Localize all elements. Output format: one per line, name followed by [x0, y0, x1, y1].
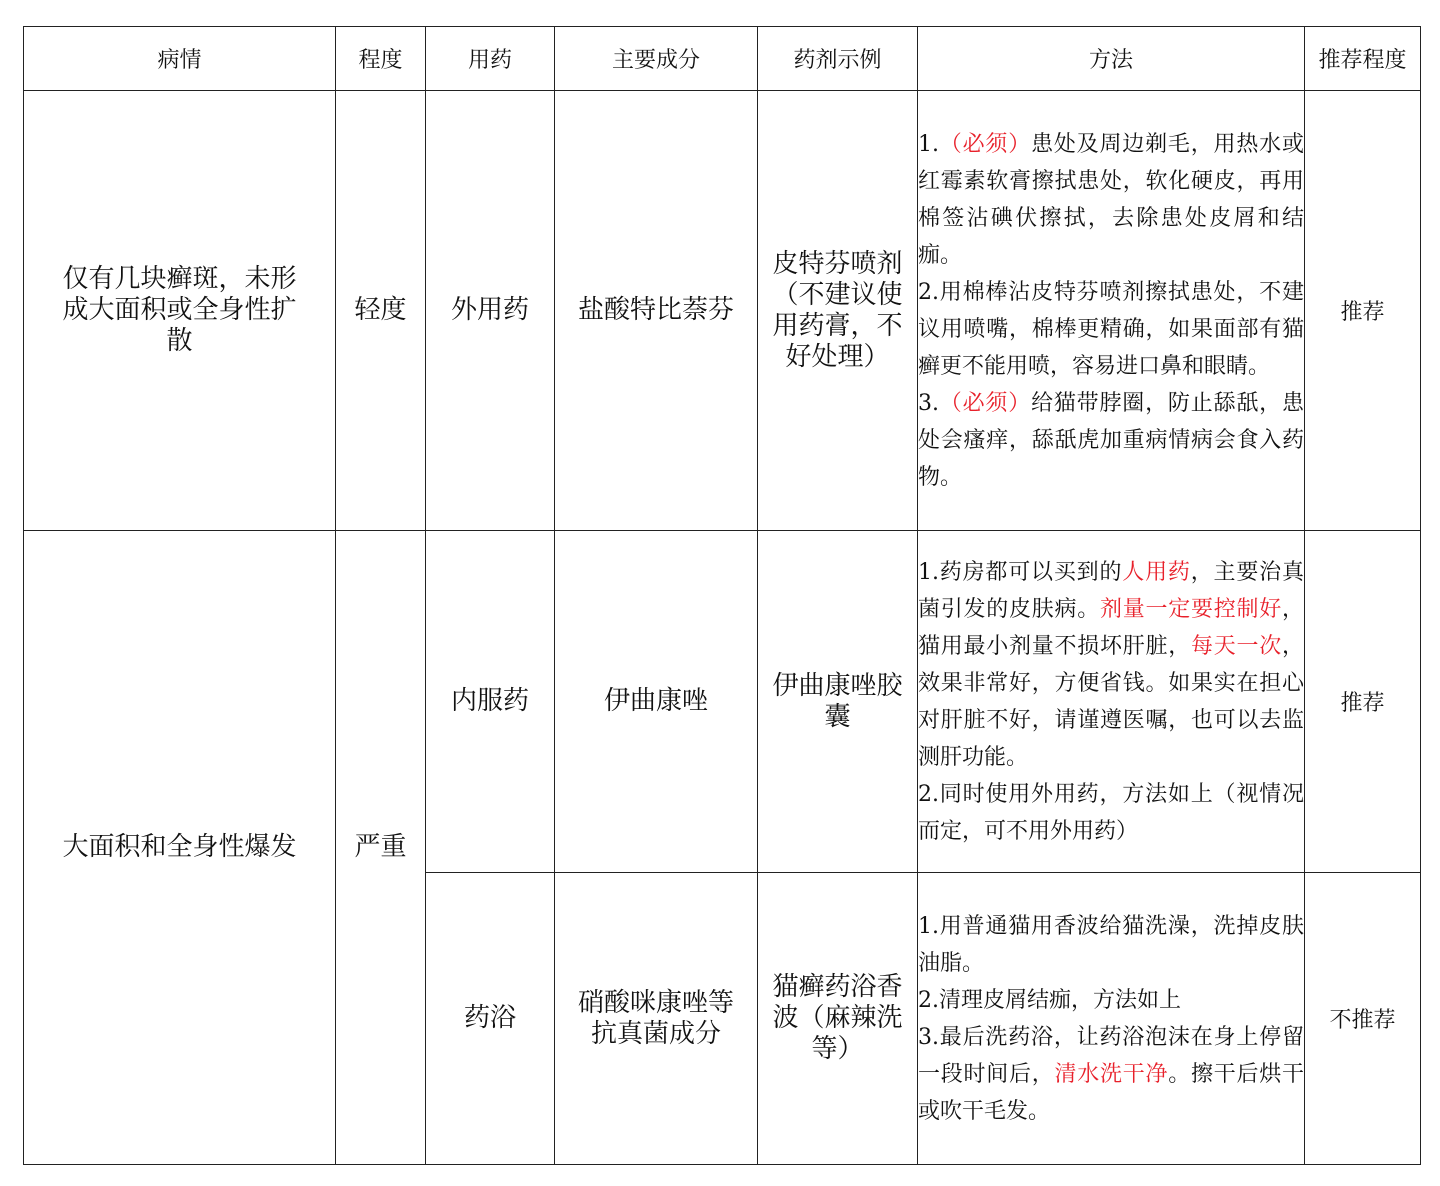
condition-cell: 大面积和全身性爆发 [24, 531, 336, 1165]
method-step: 3.最后洗药浴，让药浴泡沫在身上停留一段时间后，清水洗干净。擦干后烘干或吹干毛发。 [918, 1024, 1304, 1124]
header-condition: 病情 [24, 27, 336, 91]
method-cell [918, 91, 1305, 531]
highlight-text: 清水洗干净 [1054, 1061, 1169, 1087]
medication-cell: 外用药 [426, 91, 555, 531]
method-step: 1.药房都可以买到的人用药，主要治真菌引发的皮肤病。剂量一定要控制好，猫用最小剂量不损坏肝脏，每天一次，效果非常好，方便省钱。如果实在担心对肝脏不好，请谨遵医嘱，也可以去监测肝功能。 [918, 559, 1304, 770]
header-row [24, 27, 1421, 91]
ingredient-cell: 伊曲康唑 [555, 531, 758, 873]
method-step: 1.（必须）患处及周边剃毛，用热水或红霉素软膏擦拭患处，软化硬皮，再用棉签沾碘伏擦拭，去除患处皮屑和结痂。 [918, 131, 1304, 268]
header-ingredient: 主要成分 [555, 27, 758, 91]
severity-cell: 轻度 [336, 91, 426, 531]
method-step: 2.同时使用外用药，方法如上（视情况而定，可不用外用药） [918, 781, 1304, 844]
highlight-text: 每天一次 [1190, 633, 1282, 659]
method-cell [918, 531, 1305, 873]
example-cell: 猫癣药浴香波（麻辣洗等） [758, 873, 918, 1165]
method-step: 2.清理皮屑结痂，方法如上 [918, 987, 1181, 1013]
example-cell: 皮特芬喷剂（不建议使用药膏，不好处理） [758, 91, 918, 531]
method-step: 1.用普通猫用香波给猫洗澡，洗掉皮肤油脂。 [918, 913, 1304, 976]
required-tag: （必须） [939, 390, 1032, 416]
header-recommend: 推荐程度 [1305, 27, 1421, 91]
header-method: 方法 [918, 27, 1305, 91]
recommend-cell: 推荐 [1305, 91, 1421, 531]
recommend-cell: 不推荐 [1305, 873, 1421, 1165]
ingredient-cell: 硝酸咪康唑等抗真菌成分 [555, 873, 758, 1165]
table-row [24, 91, 1421, 531]
header-example: 药剂示例 [758, 27, 918, 91]
method-step: 3.（必须）给猫带脖圈，防止舔舐，患处会瘙痒，舔舐虎加重病情病会食入药物。 [918, 390, 1304, 490]
table-row [24, 531, 1421, 873]
method-cell [918, 873, 1305, 1165]
treatment-table [23, 26, 1421, 1165]
method-step: 2.用棉棒沾皮特芬喷剂擦拭患处，不建议用喷嘴，棉棒更精确，如果面部有猫癣更不能用喷，容易进口鼻和眼睛。 [918, 279, 1304, 379]
example-cell: 伊曲康唑胶囊 [758, 531, 918, 873]
condition-cell: 仅有几块癣斑，未形成大面积或全身性扩散 [24, 91, 336, 531]
highlight-text: 剂量一定要控制好 [1099, 596, 1282, 622]
severity-cell: 严重 [336, 531, 426, 1165]
recommend-cell: 推荐 [1305, 531, 1421, 873]
required-tag: （必须） [939, 131, 1032, 157]
header-medication: 用药 [426, 27, 555, 91]
ingredient-cell: 盐酸特比萘芬 [555, 91, 758, 531]
medication-cell: 药浴 [426, 873, 555, 1165]
header-severity: 程度 [336, 27, 426, 91]
medication-cell: 内服药 [426, 531, 555, 873]
highlight-text: 人用药 [1122, 559, 1191, 585]
